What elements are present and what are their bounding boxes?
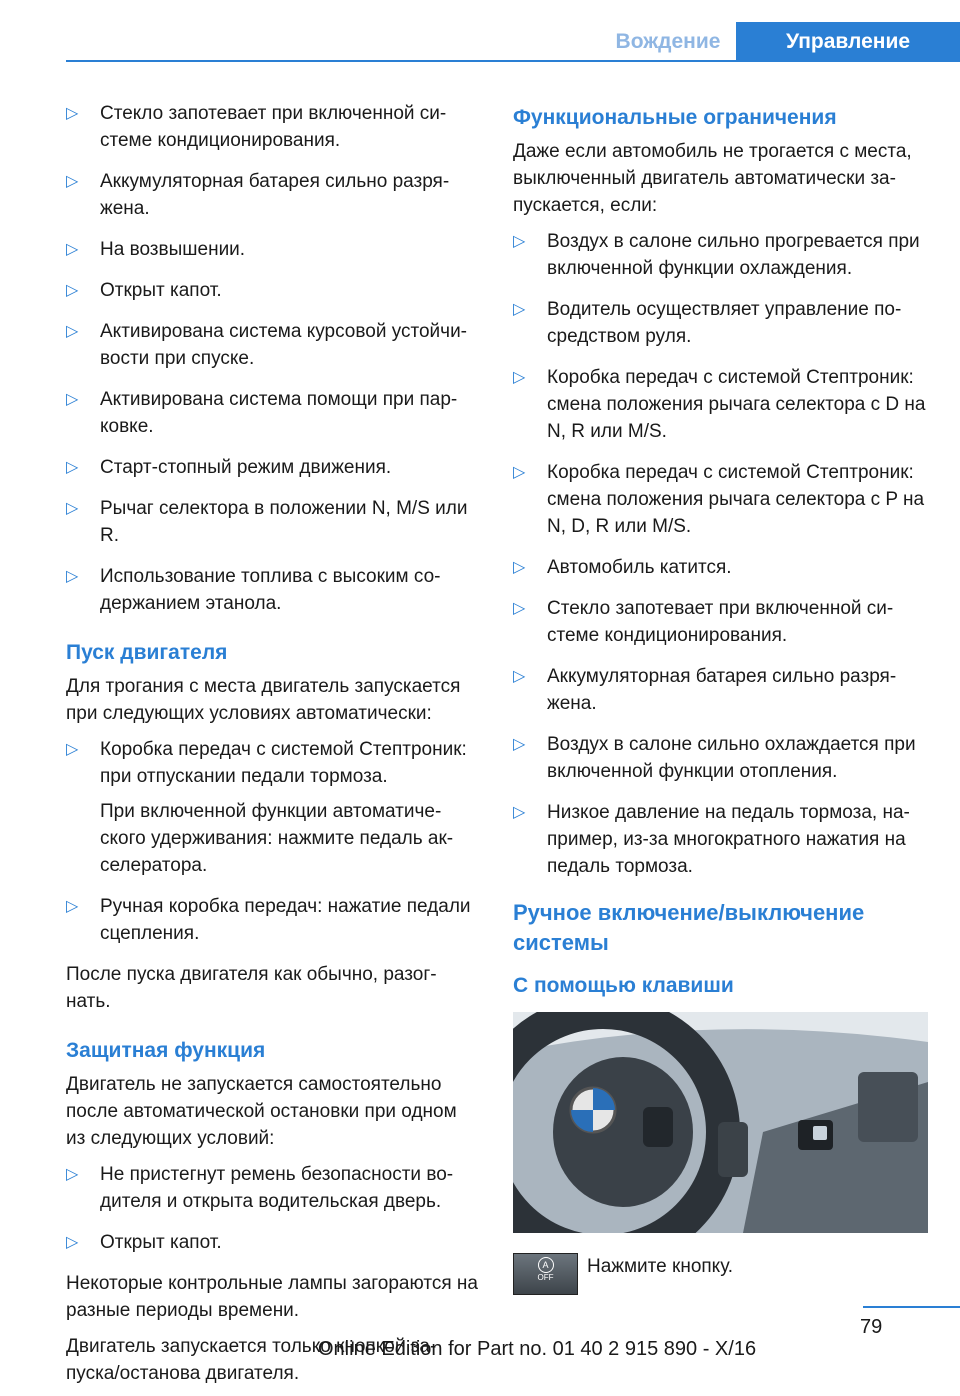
paragraph: Некоторые контрольные лампы загораются на разные периоды времени.	[66, 1273, 478, 1321]
list-item: ▷ Стекло запотевает при включенной си-стеме кондиционирования.	[66, 100, 480, 154]
triangle-bullet-icon: ▷	[513, 369, 526, 386]
section-heading-limits: Функциональные ограничения	[513, 106, 837, 129]
list-item: ▷ Аккумуляторная батарея сильно разря-жена.	[66, 168, 480, 222]
triangle-bullet-icon: ▷	[513, 804, 526, 821]
paragraph: Двигатель не запускается самостоятельно после автоматической остановки при одном из следующих условий:	[66, 1074, 457, 1149]
auto-start-stop-icon: A	[538, 1257, 554, 1273]
triangle-bullet-icon: ▷	[66, 391, 79, 408]
tab-driving[interactable]: Вождение	[615, 30, 721, 53]
paragraph: Даже если автомобиль не трогается с места, выключенный двигатель автоматически за-пускается, если:	[513, 141, 912, 216]
list-item: ▷ Стекло запотевает при включенной си-стеме кондиционирования.	[513, 595, 933, 649]
steering-wheel-photo	[513, 1012, 928, 1233]
button-instruction-text: Нажмите кнопку.	[587, 1256, 734, 1277]
page-number: 79	[860, 1316, 883, 1338]
list-item: ▷ Воздух в салоне сильно прогревается при включенной функции охлаждения.	[513, 228, 933, 282]
header-rule	[66, 60, 960, 62]
footer-edition: Online Edition for Part no. 01 40 2 915 890 - X/16	[318, 1338, 757, 1360]
list-item: ▷ Коробка передач с системой Стептроник: смена положения рычага селектора с D на N, R или M/S.	[513, 364, 933, 445]
tab-controls[interactable]: Управление	[736, 22, 960, 62]
list-item: ▷ Активирована система курсовой устойчи-вости при спуске.	[66, 318, 480, 372]
auto-start-stop-button-label: OFF	[537, 1273, 554, 1282]
auto-start-stop-button[interactable]	[513, 1253, 578, 1295]
footer-rule	[863, 1306, 960, 1308]
section-heading-protection: Защитная функция	[66, 1039, 266, 1062]
triangle-bullet-icon: ▷	[513, 464, 526, 481]
triangle-bullet-icon: ▷	[513, 668, 526, 685]
list-item: ▷ Открыт капот.	[66, 1229, 480, 1256]
list-item: ▷ Старт-стопный режим движения.	[66, 454, 480, 481]
triangle-bullet-icon: ▷	[66, 323, 79, 340]
triangle-bullet-icon: ▷	[513, 233, 526, 250]
section-heading-manual: Ручное включение/выключение системы	[513, 900, 865, 955]
list-item: ▷ Низкое давление на педаль тормоза, на-пример, из-за многократного нажатия на педаль тормоза.	[513, 799, 933, 880]
triangle-bullet-icon: ▷	[66, 1166, 79, 1183]
triangle-bullet-icon: ▷	[513, 559, 526, 576]
list-item: ▷ На возвышении.	[66, 236, 480, 263]
triangle-bullet-icon: ▷	[66, 241, 79, 258]
triangle-bullet-icon: ▷	[66, 568, 79, 585]
triangle-bullet-icon: ▷	[66, 741, 79, 758]
paragraph: Для трогания с места двигатель запускается при следующих условиях автоматически:	[66, 676, 461, 724]
list-item: ▷ Аккумуляторная батарея сильно разря-жена.	[513, 663, 933, 717]
list-item: ▷ Водитель осуществляет управление по-средством руля.	[513, 296, 933, 350]
triangle-bullet-icon: ▷	[66, 500, 79, 517]
triangle-bullet-icon: ▷	[66, 105, 79, 122]
triangle-bullet-icon: ▷	[66, 459, 79, 476]
right-column	[513, 100, 933, 1313]
list-item: ▷ Открыт капот.	[66, 277, 480, 304]
list-item: ▷ Ручная коробка передач: нажатие педали сцепления.	[66, 893, 480, 947]
paragraph: Двигатель запускается только кнопкой за-пуска/останова двигателя.	[66, 1336, 437, 1384]
list-item: ▷ Коробка передач с системой Стептроник: при отпускании педали тормоза. При включенной функции автоматиче-ского удерживания: нажмите педаль ак-селератора.	[66, 736, 480, 879]
list-item: ▷ Коробка передач с системой Стептроник: смена положения рычага селектора с P на N, D, R или M/S.	[513, 459, 933, 540]
triangle-bullet-icon: ▷	[513, 736, 526, 753]
list-item-subtext: При включенной функции автоматиче-ского удерживания: нажмите педаль ак-селератора.	[100, 801, 454, 876]
triangle-bullet-icon: ▷	[66, 282, 79, 299]
triangle-bullet-icon: ▷	[66, 898, 79, 915]
section-heading-button: С помощью клавиши	[513, 974, 734, 997]
list-item: ▷ Автомобиль катится.	[513, 554, 933, 581]
steering-wheel-illustration	[513, 1012, 928, 1233]
list-item: ▷ Воздух в салоне сильно охлаждается при включенной функции отопления.	[513, 731, 933, 785]
triangle-bullet-icon: ▷	[513, 301, 526, 318]
list-item: ▷ Не пристегнут ремень безопасности во-дителя и открыта водительская дверь.	[66, 1161, 480, 1215]
paragraph: После пуска двигателя как обычно, разог-нать.	[66, 964, 437, 1012]
header-bar	[0, 0, 960, 62]
section-heading-engine-start: Пуск двигателя	[66, 641, 228, 664]
triangle-bullet-icon: ▷	[513, 600, 526, 617]
list-item: ▷ Использование топлива с высоким со-держанием этанола.	[66, 563, 480, 617]
button-instruction-row	[513, 1253, 933, 1313]
list-item: ▷ Активирована система помощи при пар-ковке.	[66, 386, 480, 440]
list-item: ▷ Рычаг селектора в положении N, M/S или R.	[66, 495, 480, 549]
left-column	[66, 100, 480, 1396]
triangle-bullet-icon: ▷	[66, 173, 79, 190]
triangle-bullet-icon: ▷	[66, 1234, 79, 1251]
